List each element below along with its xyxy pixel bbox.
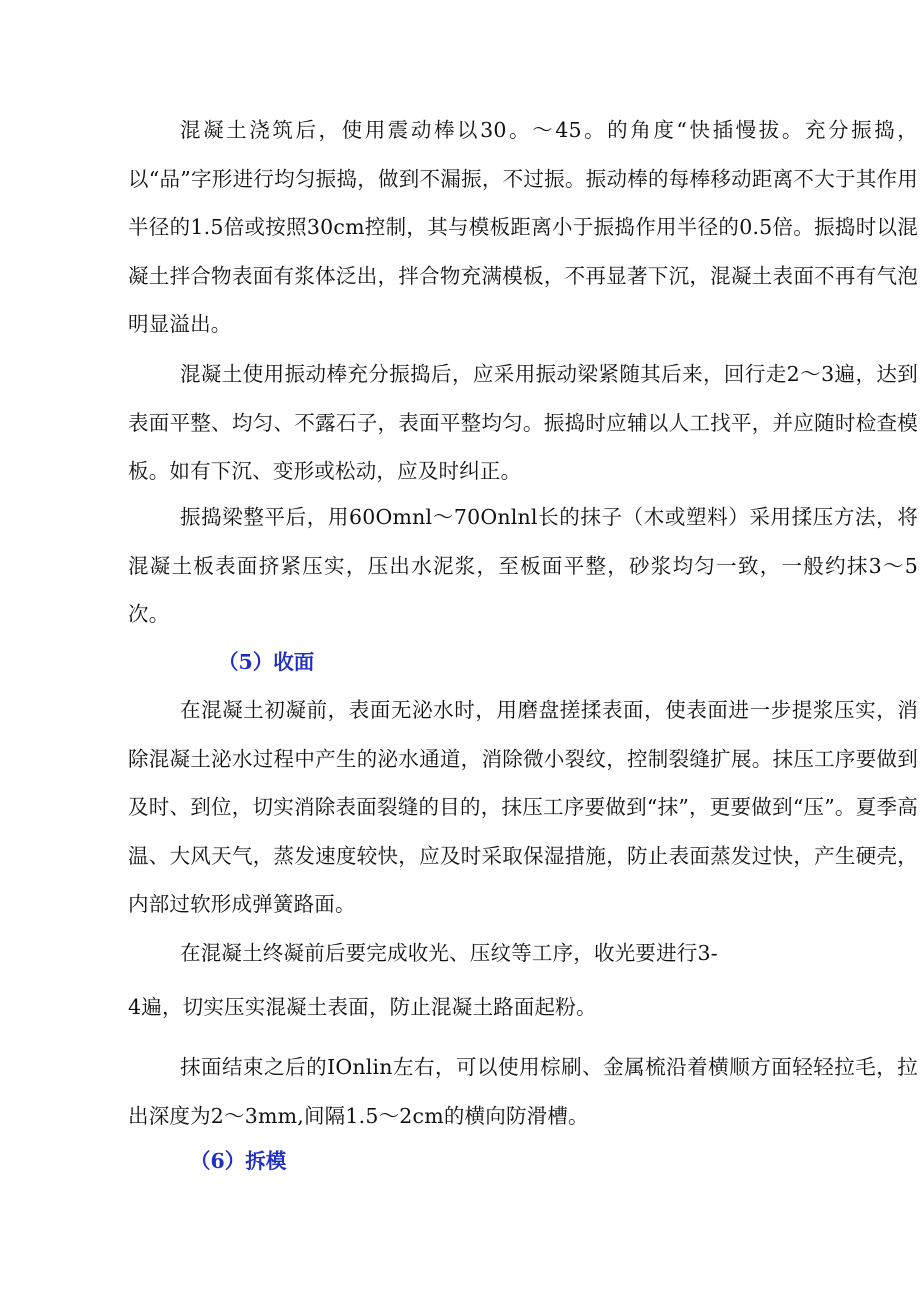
paragraph-vibrating-beam: 混凝土使用振动棒充分振捣后，应采用振动梁紧随其后来，回行走2～3遍，达到表面平整、均匀、不露石子，表面平整均匀。振捣时应辅以人工找平，并应随时检查模板。如有下沉、变形或松动，应及时纠正。 bbox=[128, 362, 918, 483]
paragraph-trowel-pressing: 振捣梁整平后，用60Omnl～70Onlnl长的抹子（木或塑料）采用揉压方法，将混凝土板表面挤紧压实，压出水泥浆，至板面平整，砂浆均匀一致，一般约抹3～5次。 bbox=[128, 505, 918, 626]
paragraph-vibration: 混凝土浇筑后，使用震动棒以30。～45。的角度“快插慢拔。充分振捣，以“品”字形进行均匀振捣，做到不漏振，不过振。振动棒的每棒移动距离不大于其作用半径的1.5倍或按照30cm控制，其与模板距离小于振捣作用半径的0.5倍。振捣时以混凝土拌合物表面有浆体泛出，拌合物充满模板，不再显著下沉，混凝土表面不再有气泡明显溢出。 bbox=[128, 118, 918, 336]
paragraph-final-set-line-2: 4遍，切实压实混凝土表面，防止混凝土路面起粉。 bbox=[128, 995, 597, 1019]
paragraph-surface-finishing: 在混凝土初凝前，表面无泌水时，用磨盘搓揉表面，使表面进一步提浆压实，消除混凝土泌水过程中产生的泌水通道，消除微小裂纹，控制裂缝扩展。抹压工序要做到及时、到位，切实消除表面裂缝的目的，抹压工序要做到“抹”，更要做到“压”。夏季高温、大风天气，蒸发速度较快，应及时采取保湿措施，防止表面蒸发过快，产生硬壳，内部过软形成弹簧路面。 bbox=[128, 698, 918, 916]
paragraph-texturing: 抹面结束之后的IOnlin左右，可以使用棕刷、金属梳沿着横顺方面轻轻拉毛，拉出深度为2～3mm,间隔1.5～2cm的横向防滑槽。 bbox=[128, 1055, 918, 1128]
section-heading-5: （5）收面 bbox=[218, 650, 315, 674]
paragraph-final-set-line-1: 在混凝土终凝前后要完成收光、压纹等工序，收光要进行3- bbox=[180, 941, 718, 965]
section-heading-6: （6）拆模 bbox=[190, 1149, 287, 1173]
